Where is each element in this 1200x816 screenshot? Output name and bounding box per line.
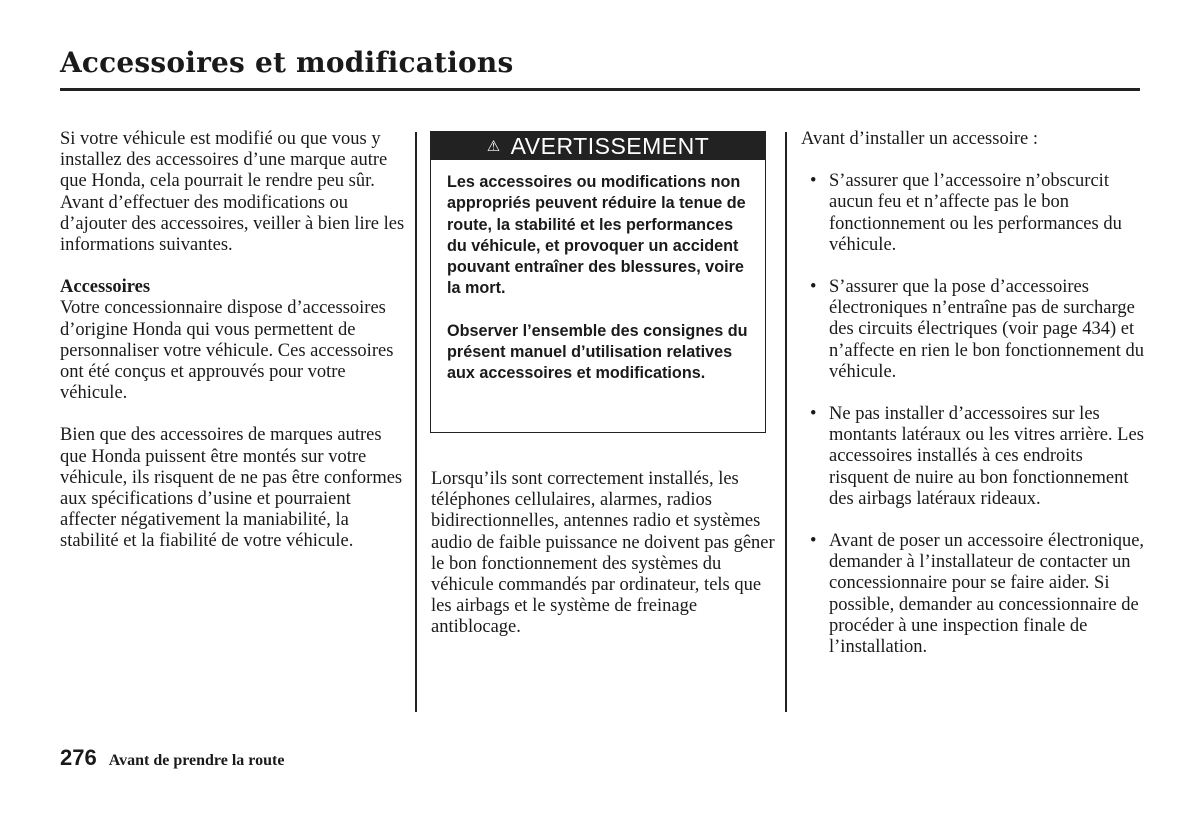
accessories-subheading: Accessoires [60, 277, 151, 298]
warning-body [431, 160, 765, 385]
bullet-icon: • [810, 404, 817, 425]
list-item-text: Avant de poser un accessoire électronique, demander à l’installateur de contacter un concessionnaire pour se faire aider. Si possible, demander au concessionnaire de procéder à une inspection finale de l’installation. [829, 531, 1145, 658]
warning-box [430, 131, 766, 433]
list-item-text: Ne pas installer d’accessoires sur les montants latéraux ou les vitres arrière. Les accessoires installés à ces endroits risquent de nuire au bon fonctionnement des airbags latéraux rideaux. [829, 404, 1144, 509]
column-divider-left [415, 132, 417, 712]
page-title: Accessoires et modifications [60, 46, 514, 79]
column-left [60, 129, 405, 553]
list-item [801, 531, 1146, 658]
bullet-icon: • [810, 531, 817, 552]
intro-paragraph: Si votre véhicule est modifié ou que vous y installez des accessoires d’une marque autre que Honda, cela pourrait le rendre peu sûr. Avant d’effectuer des modifications ou d’ajouter des accessoires, veiller à bien lire les informations suivantes. [60, 129, 405, 256]
warning-heading: AVERTISSEMENT [510, 132, 710, 159]
non-honda-paragraph: Bien que des accessoires de marques autres que Honda puissent être montés sur votre véhicule, ils risquent de ne pas être conformes aux spécifications d’usine et pourraient affecter négativement la maniabilité, la stabilité et la fiabilité de votre véhicule. [60, 425, 403, 552]
accessories-paragraph: Votre concessionnaire dispose d’accessoires d’origine Honda qui vous permettent de personnaliser votre véhicule. Ces accessoires ont été conçus et approuvés pour votre véhicule. [60, 298, 394, 404]
warning-text-2: Observer l’ensemble des consignes du présent manuel d’utilisation relatives aux accessoires et modifications. [447, 321, 748, 383]
section-name: Avant de prendre la route [108, 752, 285, 769]
page-footer [60, 745, 284, 771]
column-middle [431, 469, 776, 639]
checklist [801, 171, 1146, 658]
list-item [801, 404, 1146, 510]
checklist-intro: Avant d’installer un accessoire : [801, 129, 1038, 149]
list-item [801, 277, 1146, 383]
bullet-icon: • [810, 277, 817, 298]
list-item-text: S’assurer que la pose d’accessoires électroniques n’entraîne pas de surcharge des circuits électriques (voir page 434) et n’affecte en rien le bon fonctionnement du véhicule. [829, 277, 1145, 382]
warning-triangle-icon: ⚠ [486, 138, 501, 155]
column-divider-right [785, 132, 787, 712]
column-right [801, 129, 1146, 679]
list-item [801, 171, 1146, 256]
warning-header [431, 132, 765, 160]
warning-text-1: Les accessoires ou modifications non appropriés peuvent réduire la tenue de route, la stabilité et les performances du véhicule, et provoquer un accident pouvant entraîner des blessures, voire la mort. [447, 173, 746, 298]
title-rule [60, 88, 1140, 91]
electronics-paragraph: Lorsqu’ils sont correctement installés, les téléphones cellulaires, alarmes, radios bidirectionnelles, antennes radio et systèmes audio de faible puissance ne doivent pas gêner le bon fonctionnement des systèmes du véhicule commandés par ordinateur, tels que les airbags et le système de freinage antiblocage. [431, 469, 775, 638]
bullet-icon: • [810, 171, 817, 192]
list-item-text: S’assurer que l’accessoire n’obscurcit aucun feu et n’affecte pas le bon fonctionnement ou les performances du véhicule. [829, 171, 1122, 255]
page-number: 276 [60, 745, 97, 770]
